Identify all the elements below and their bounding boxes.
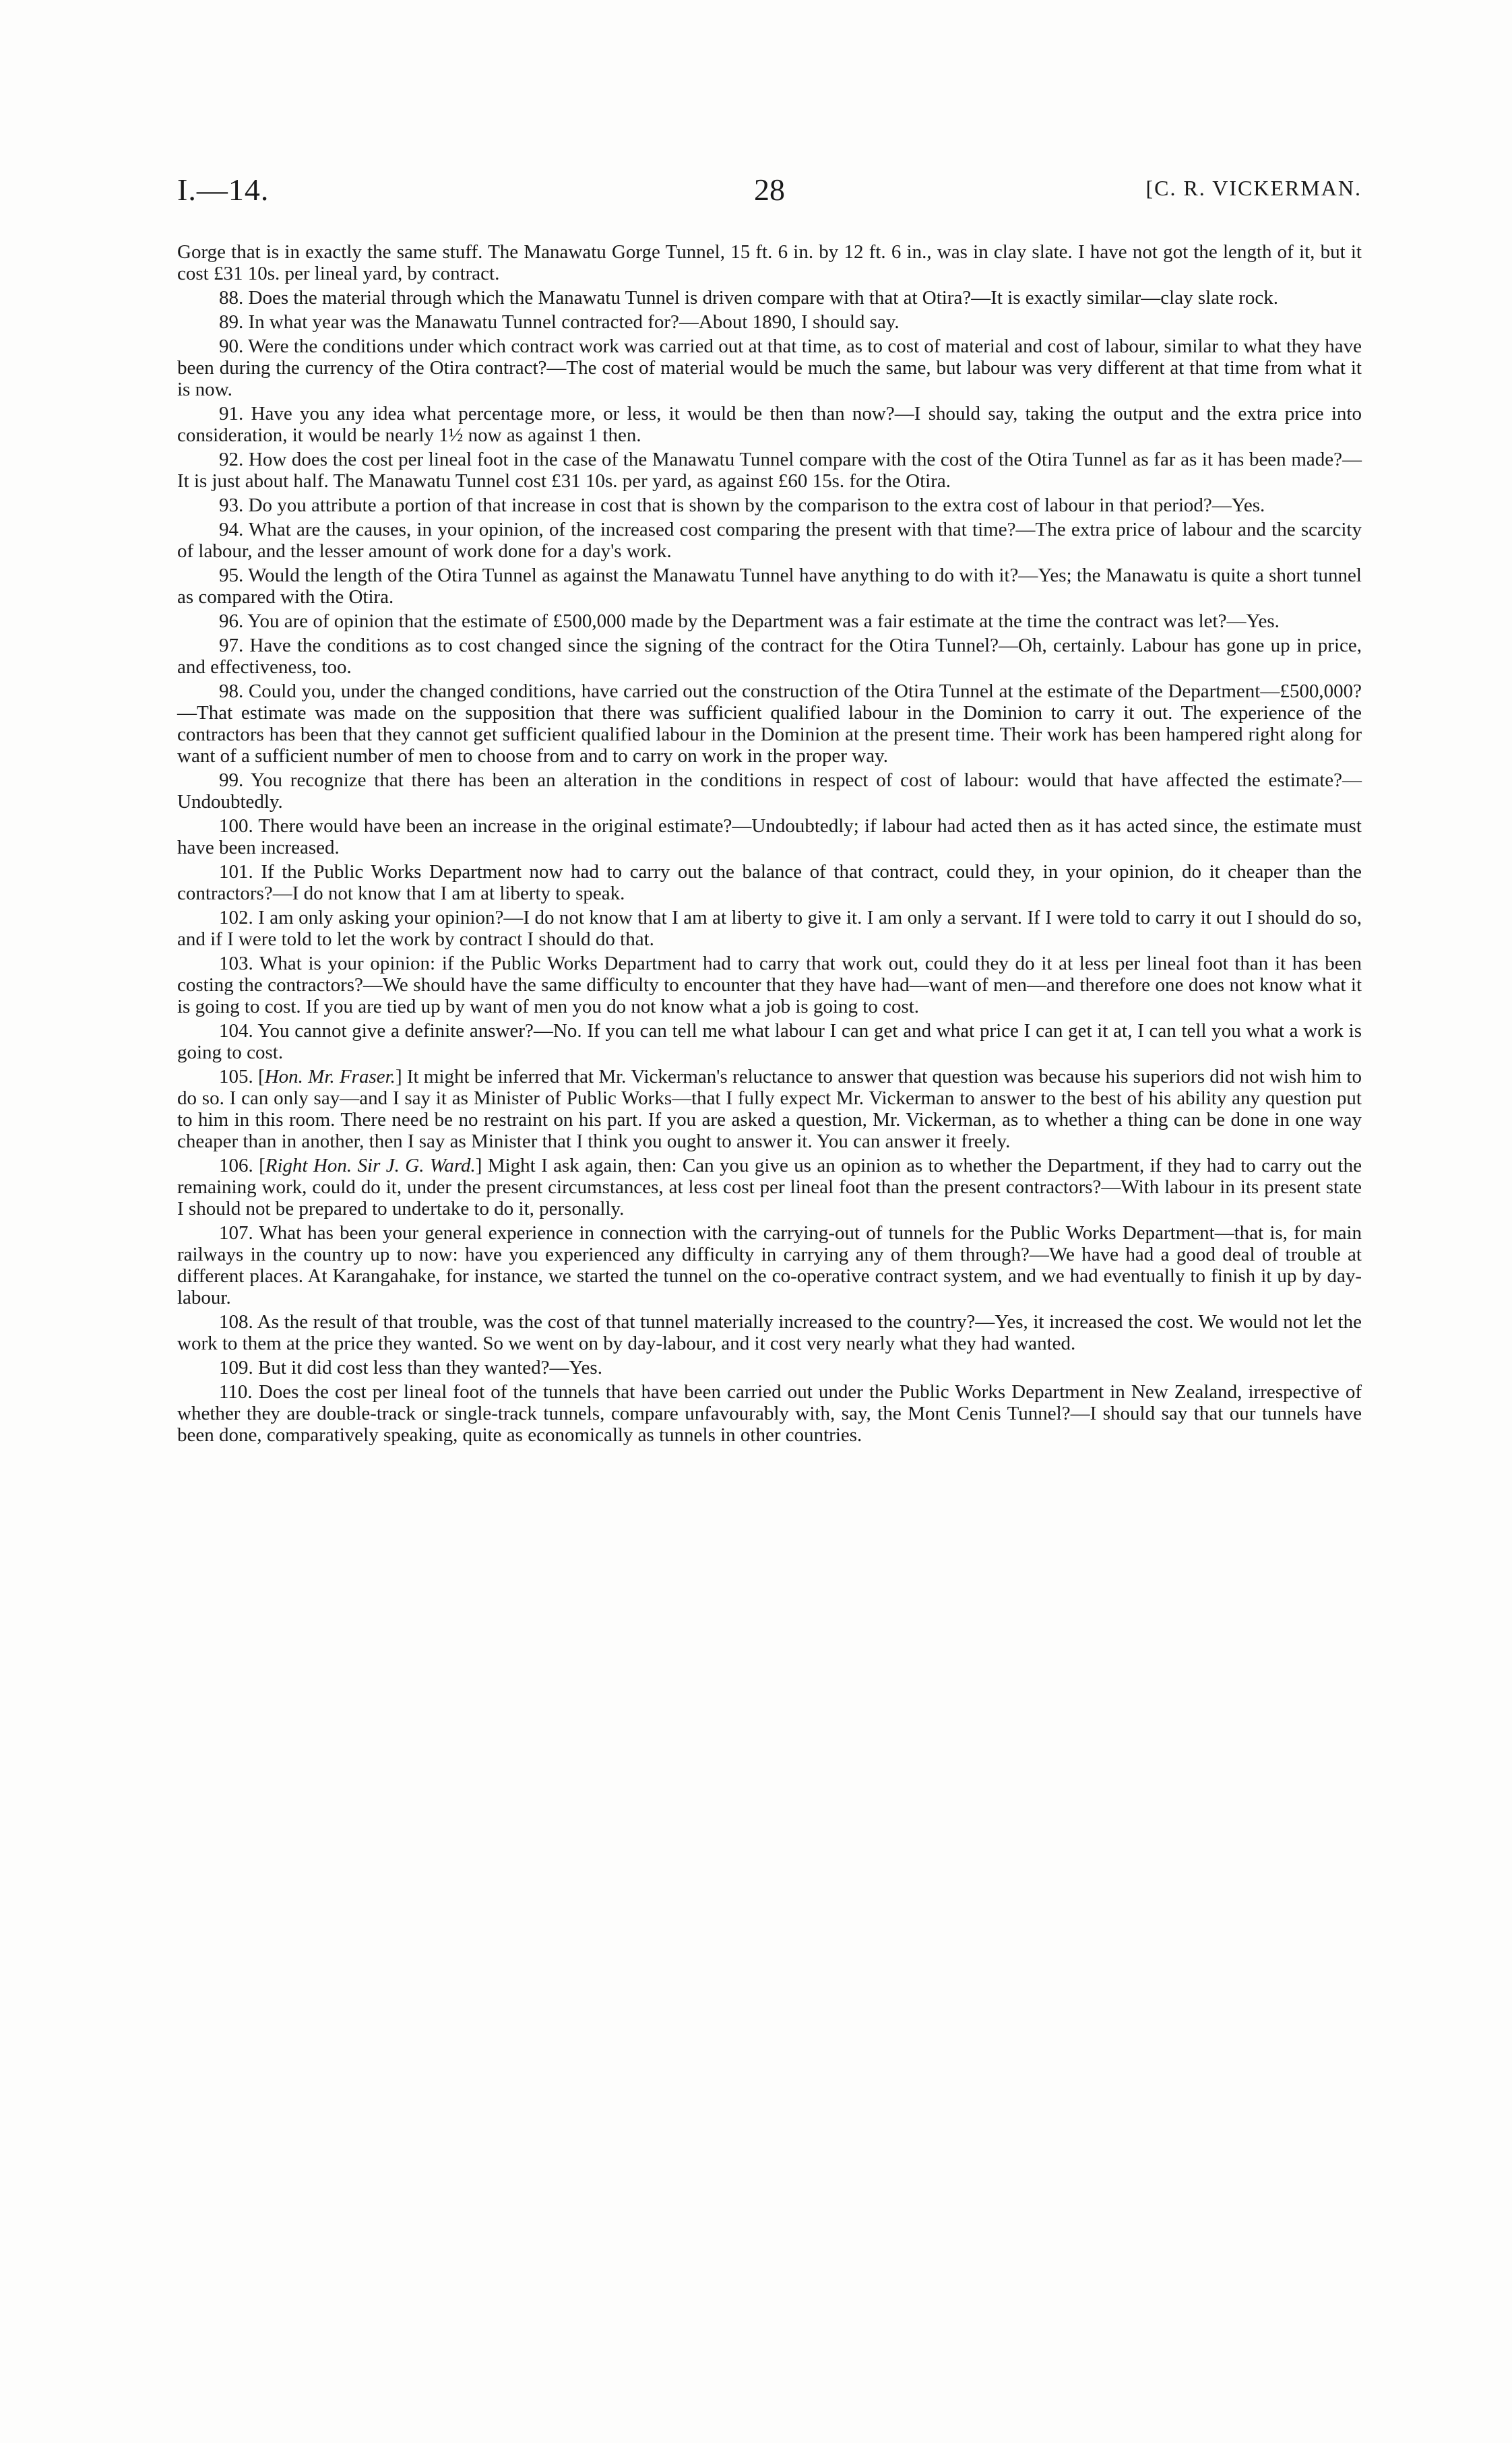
paragraph: 88. Does the material through which the Manawatu Tunnel is driven compare with that at Otira?—It is exactly similar—clay slate rock. (219, 287, 1279, 309)
paragraph: 104. You cannot give a definite answer?—No. If you can tell me what labour I can get and what price I can get it at, I can tell you what a work is going to cost. (177, 1020, 1362, 1063)
page-number: 28 (754, 172, 785, 207)
witness-name: [C. R. VICKERMAN. (1145, 176, 1362, 200)
paragraph: 100. There would have been an increase in the original estimate?—Undoubtedly; if labour had acted then as it has acted since, the estimate must have been increased. (177, 815, 1362, 858)
paragraph: 93. Do you attribute a portion of that increase in cost that is shown by the comparison to the extra cost of labour in that period?—Yes. (219, 495, 1265, 516)
paragraph: 107. What has been your general experience in connection with the carrying-out of tunnels for the Public Works Department—that is, for main railways in the country up to now: have you experienced any difficulty in carrying any of them through?—We have had a good deal of trouble at different places. At Karangahake, for instance, we started the tunnel on the co-operative contract system, and we had eventually to finish it up by day-labour. (177, 1222, 1362, 1308)
paragraph: 102. I am only asking your opinion?—I do not know that I am at liberty to give it. I am only a servant. If I were told to carry it out I should do so, and if I were told to let the work by contract I should do that. (177, 907, 1362, 950)
page-body (177, 241, 1362, 1449)
paragraph: 101. If the Public Works Department now had to carry out the balance of that contract, could they, in your opinion, do it cheaper than the contractors?—I do not know that I am at liberty to speak. (177, 861, 1362, 904)
paragraph: 91. Have you any idea what percentage more, or less, it would be then than now?—I should say, taking the output and the extra price into consideration, it would be nearly 1½ now as against 1 then. (177, 403, 1362, 446)
paragraph: Gorge that is in exactly the same stuff. The Manawatu Gorge Tunnel, 15 ft. 6 in. by 12 ft. 6 in., was in clay slate. I have not got the length of it, but it cost £31 10s. per lineal yard, by contract. (177, 241, 1362, 284)
paragraph: 110. Does the cost per lineal foot of the tunnels that have been carried out under the Public Works Department in New Zealand, irrespective of whether they are double-track or single-track tunnels, compare unfavourably with, say, the Mont Cenis Tunnel?—I should say that our tunnels have been done, comparatively speaking, quite as economically as tunnels in other countries. (177, 1381, 1362, 1446)
page-header (177, 172, 1362, 219)
paragraph: 106. [Right Hon. Sir J. G. Ward.] Might I ask again, then: Can you give us an opinion as to whether the Department, if they had to carry out the remaining work, could do it, under the present circumstances, at less cost per lineal foot than the present contractors?—With labour in its present state I should not be prepared to undertake to do it, personally. (177, 1155, 1362, 1219)
paragraph: 109. But it did cost less than they wanted?—Yes. (219, 1357, 602, 1378)
paragraph: 92. How does the cost per lineal foot in the case of the Manawatu Tunnel compare with the cost of the Otira Tunnel as far as it has been made?—It is just about half. The Manawatu Tunnel cost £31 10s. per yard, as against £60 15s. for the Otira. (177, 449, 1362, 492)
paragraph: 97. Have the conditions as to cost changed since the signing of the contract for the Otira Tunnel?—Oh, certainly. Labour has gone up in price, and effectiveness, too. (177, 635, 1362, 678)
speaker-name: Right Hon. Sir J. G. Ward. (265, 1155, 476, 1176)
paragraph: 98. Could you, under the changed conditions, have carried out the construction of the Otira Tunnel at the estimate of the Department—£500,000?—That estimate was made on the supposition that there was sufficient qualified labour in the Dominion to carry it out. The experience of the contractors has been that they cannot get sufficient qualified labour in the Dominion at the present time. Their work has been hampered right along for want of a sufficient number of men to choose from and to carry on work in the proper way. (177, 680, 1362, 767)
paragraph: 95. Would the length of the Otira Tunnel as against the Manawatu Tunnel have anything to do with it?—Yes; the Manawatu is quite a short tunnel as compared with the Otira. (177, 565, 1362, 608)
paragraph: 96. You are of opinion that the estimate of £500,000 made by the Department was a fair estimate at the time the contract was let?—Yes. (219, 610, 1280, 632)
paper-reference: I.—14. (177, 172, 270, 207)
paragraph: 103. What is your opinion: if the Public Works Department had to carry that work out, could they do it at less per lineal foot than it has been costing the contractors?—We should have the same difficulty to encounter that they have had—want of men—and therefore one does not know what it is going to cost. If you are tied up by want of men you do not know what a job is going to cost. (177, 953, 1362, 1017)
paragraph: 94. What are the causes, in your opinion, of the increased cost comparing the present with that time?—The extra price of labour and the scarcity of labour, and the lesser amount of work done for a day's work. (177, 519, 1362, 562)
paragraph: 90. Were the conditions under which contract work was carried out at that time, as to cost of material and cost of labour, similar to what they have been during the currency of the Otira contract?—The cost of material would be much the same, but labour was very different at that time from what it is now. (177, 336, 1362, 400)
speaker-name: Hon. Mr. Fraser. (264, 1066, 396, 1087)
paragraph: 89. In what year was the Manawatu Tunnel contracted for?—About 1890, I should say. (219, 311, 900, 333)
paragraph: 99. You recognize that there has been an alteration in the conditions in respect of cost of labour: would that have affected the estimate?—Undoubtedly. (177, 769, 1362, 813)
paragraph: 108. As the result of that trouble, was the cost of that tunnel materially increased to the country?—Yes, it increased the cost. We would not let the work to them at the price they wanted. So we went on by day-labour, and it cost very nearly what they had wanted. (177, 1311, 1362, 1354)
paragraph: 105. [Hon. Mr. Fraser.] It might be inferred that Mr. Vickerman's reluctance to answer that question was because his superiors did not wish him to do so. I can only say—and I say it as Minister of Public Works—that I fully expect Mr. Vickerman to answer to the best of his ability any question put to him in this room. There need be no restraint on his part. If you are asked a question, Mr. Vickerman, as to whether a thing can be done in one way cheaper than in another, then I say as Minister that I think you ought to answer it. You can answer it freely. (177, 1066, 1362, 1152)
